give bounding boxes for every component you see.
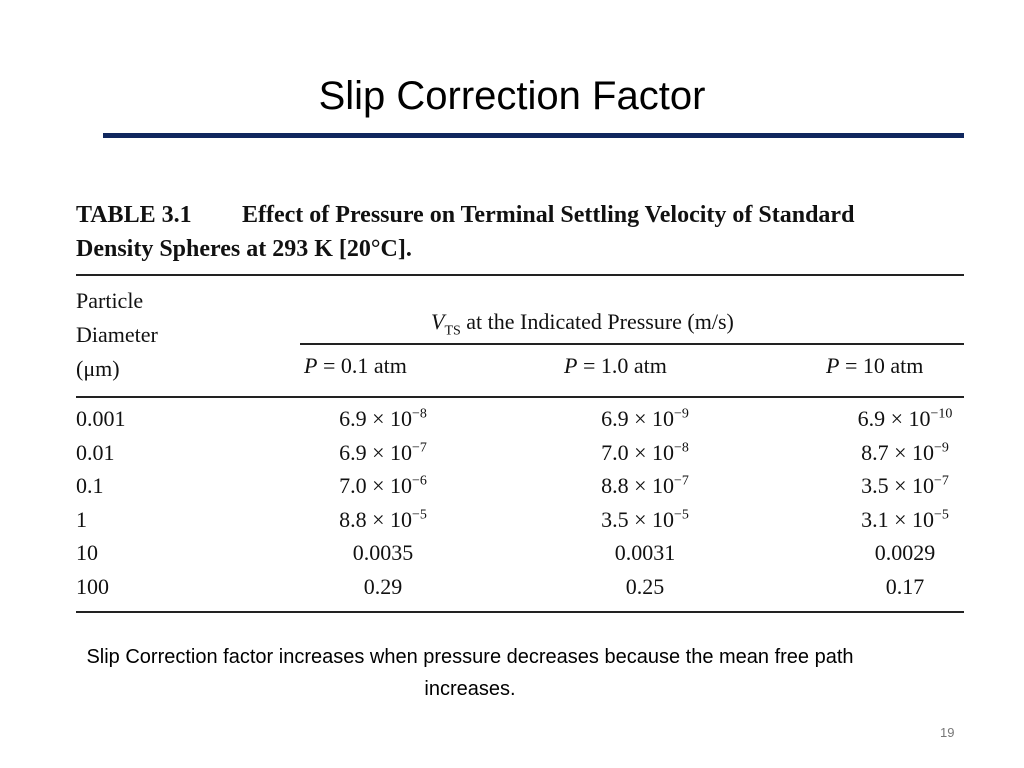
table-bottom-rule bbox=[76, 611, 964, 613]
velocity-cell: $6.9 \times 10^{-9}$ bbox=[601, 406, 689, 431]
velocity-cell: 0.0031 bbox=[614, 540, 676, 565]
particle-diameter-header bbox=[76, 284, 236, 386]
table-row bbox=[76, 507, 964, 540]
pressure-column-header: P = 1.0 atm bbox=[564, 353, 667, 378]
page-number: 19 bbox=[940, 725, 955, 740]
diameter-cell: 10 bbox=[76, 540, 98, 565]
velocity-cell: $3.1 \times 10^{-5}$ bbox=[861, 506, 949, 532]
velocity-cell: $8.7 \times 10^{-9}$ bbox=[861, 439, 949, 465]
title-underline bbox=[103, 133, 964, 138]
vts-symbol: V bbox=[431, 309, 445, 334]
diameter-cell: 0.1 bbox=[76, 473, 104, 498]
table-caption bbox=[76, 198, 964, 266]
pressure-column-header: P = 0.1 atm bbox=[304, 353, 407, 378]
velocity-cell: $8.8 \times 10^{-5}$ bbox=[339, 506, 427, 532]
velocity-cell: $6.9 \times 10^{-10}$ bbox=[857, 406, 953, 431]
header-line: Diameter bbox=[76, 322, 158, 347]
table-row bbox=[76, 406, 964, 439]
table-row bbox=[76, 574, 964, 607]
table-top-rule bbox=[76, 274, 964, 276]
vts-text: at the Indicated Pressure (m/s) bbox=[460, 309, 734, 334]
velocity-cell: $8.8 \times 10^{-7}$ bbox=[601, 473, 689, 498]
table-row bbox=[76, 440, 964, 473]
table-label: TABLE 3.1 bbox=[76, 202, 192, 228]
table-row bbox=[76, 540, 964, 573]
velocity-cell: $7.0 \times 10^{-6}$ bbox=[339, 473, 427, 498]
diameter-cell: 100 bbox=[76, 573, 109, 599]
velocity-cell: $3.5 \times 10^{-5}$ bbox=[601, 506, 689, 532]
header-line: (μm) bbox=[76, 356, 120, 381]
pressure-column-header: P = 10 atm bbox=[826, 353, 924, 378]
diameter-cell: 0.001 bbox=[76, 406, 126, 431]
velocity-cell: 0.0035 bbox=[352, 540, 414, 565]
diameter-cell: 0.01 bbox=[76, 439, 115, 465]
table-caption-line1: Effect of Pressure on Terminal Settling Velocity of Standard bbox=[242, 202, 855, 228]
velocity-cell: 0.17 bbox=[885, 573, 925, 599]
velocity-cell: $6.9 \times 10^{-8}$ bbox=[339, 406, 427, 431]
slide-title: Slip Correction Factor bbox=[318, 74, 706, 118]
velocity-cell: 0.25 bbox=[625, 573, 665, 599]
velocity-cell: $6.9 \times 10^{-7}$ bbox=[339, 439, 427, 465]
table-figure bbox=[76, 198, 964, 618]
velocity-cell: $3.5 \times 10^{-7}$ bbox=[861, 473, 949, 498]
group-header-rule bbox=[300, 343, 964, 345]
velocity-cell: $7.0 \times 10^{-8}$ bbox=[601, 439, 689, 465]
header-bottom-rule bbox=[76, 396, 964, 398]
velocity-cell: 0.0029 bbox=[874, 540, 936, 565]
header-line: Particle bbox=[76, 288, 144, 313]
table-row bbox=[76, 473, 964, 506]
velocity-cell: 0.29 bbox=[363, 573, 403, 599]
velocity-group-header bbox=[431, 309, 734, 339]
table-caption-line2: Density Spheres at 293 K [20°C]. bbox=[76, 236, 412, 262]
slide-note: Slip Correction factor increases when pressure decreases because the mean free path increases. bbox=[86, 646, 854, 700]
vts-subscript: TS bbox=[444, 323, 461, 339]
diameter-cell: 1 bbox=[76, 506, 87, 532]
